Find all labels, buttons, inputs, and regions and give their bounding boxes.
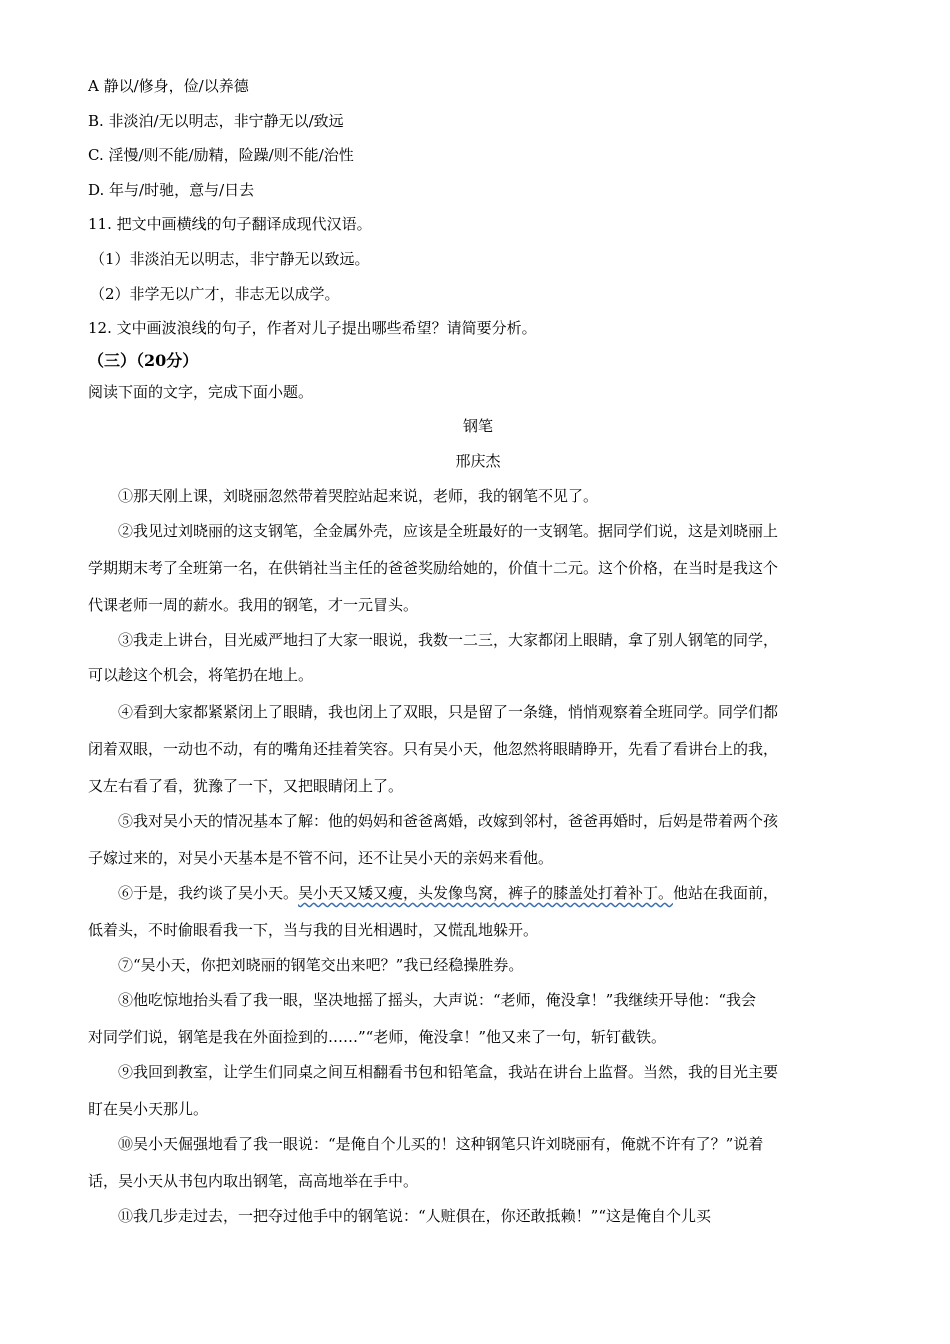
option-c: C. 淫慢/则不能/励精，险躁/则不能/治性: [88, 146, 354, 164]
paragraph-10-line-1: ⑩吴小天倔强地看了我一眼说：“是俺自个儿买的！这种钢笔只许刘晓丽有，俺就不许有了？”说着: [118, 1135, 764, 1153]
option-a: A 静以/修身，俭/以养德: [88, 77, 249, 95]
question-11: 11. 把文中画横线的句子翻译成现代汉语。: [88, 215, 372, 233]
paragraph-11-line-1: ⑪我几步走过去，一把夺过他手中的钢笔说：“人赃俱在，你还敢抵赖！”“这是俺自个儿买: [118, 1207, 712, 1225]
paragraph-7: ⑦“吴小天，你把刘晓丽的钢笔交出来吧？”我已经稳操胜券。: [118, 956, 524, 974]
paragraph-2-line-2: 学期期末考了全班第一名，在供销社当主任的爸爸奖励给她的，价值十二元。这个价格，在当时是我这个: [88, 559, 779, 577]
paragraph-10-line-2: 话，吴小天从书包内取出钢笔，高高地举在手中。: [88, 1172, 419, 1190]
paragraph-8-line-2: 对同学们说，钢笔是我在外面捡到的……”“老师，俺没拿！”他又来了一句，斩钉截铁。: [88, 1028, 667, 1046]
section-heading: （三）（20分）: [88, 351, 199, 370]
paragraph-2-line-3: 代课老师一周的薪水。我用的钢笔，才一元冒头。: [88, 596, 419, 614]
paragraph-4-line-1: ④看到大家都紧紧闭上了眼睛，我也闭上了双眼，只是留了一条缝，悄悄观察着全班同学。同学们都: [118, 703, 779, 721]
question-11-part-1: （1）非淡泊无以明志，非宁静无以致远。: [90, 250, 370, 268]
paragraph-8-line-1: ⑧他吃惊地抬头看了我一眼，坚决地摇了摇头，大声说：“老师，俺没拿！”我继续开导他：“我会: [118, 991, 757, 1009]
paragraph-6-line-2: 低着头，不时偷眼看我一下，当与我的目光相遇时，又慌乱地躲开。: [88, 921, 539, 939]
paragraph-4-line-3: 又左右看了看，犹豫了一下，又把眼睛闭上了。: [88, 777, 404, 795]
paragraph-9-line-1: ⑨我回到教室，让学生们同桌之间互相翻看书包和铅笔盒，我站在讲台上监督。当然，我的目光主要: [118, 1063, 779, 1081]
paragraph-5-line-1: ⑤我对吴小天的情况基本了解：他的妈妈和爸爸离婚，改嫁到邻村，爸爸再婚时，后妈是带着两个孩: [118, 812, 779, 830]
paragraph-3-line-2: 可以趁这个机会，将笔扔在地上。: [88, 666, 314, 684]
option-d: D. 年与/时驰，意与/日去: [88, 181, 255, 199]
paragraph-1: ①那天刚上课，刘晓丽忽然带着哭腔站起来说，老师，我的钢笔不见了。: [118, 487, 599, 505]
question-12: 12. 文中画波浪线的句子，作者对儿子提出哪些希望？请简要分析。: [88, 319, 537, 337]
paragraph-6-line-1: [118, 883, 898, 903]
question-11-part-2: （2）非学无以广才，非志无以成学。: [90, 285, 340, 303]
article-title: 钢笔: [462, 417, 493, 435]
paragraph-6-text-before: ⑥于是，我约谈了吴小天。: [118, 884, 299, 902]
paragraph-3-line-1: ③我走上讲台，目光威严地扫了大家一眼说，我数一二三，大家都闭上眼睛，拿了别人钢笔的同学，: [118, 631, 779, 649]
section-instruction: 阅读下面的文字，完成下面小题。: [88, 383, 314, 401]
paragraph-6-text-after: 他站在我面前，: [673, 884, 779, 902]
wavy-underlined-sentence: 吴小天又矮又瘦，头发像鸟窝，裤子的膝盖处打着补丁。: [298, 884, 674, 902]
paragraph-4-line-2: 闭着双眼，一动也不动，有的嘴角还挂着笑容。只有吴小天，他忽然将眼睛睁开，先看了看讲台上的我，: [88, 740, 779, 758]
option-b: B. 非淡泊/无以明志，非宁静无以/致远: [88, 112, 344, 130]
paragraph-9-line-2: 盯在吴小天那儿。: [88, 1100, 209, 1118]
paragraph-2-line-1: ②我见过刘晓丽的这支钢笔，全金属外壳，应该是全班最好的一支钢笔。据同学们说，这是刘晓丽上: [118, 522, 779, 540]
paragraph-5-line-2: 子嫁过来的，对吴小天基本是不管不问，还不让吴小天的亲妈来看他。: [88, 849, 554, 867]
article-author: 邢庆杰: [455, 452, 501, 470]
